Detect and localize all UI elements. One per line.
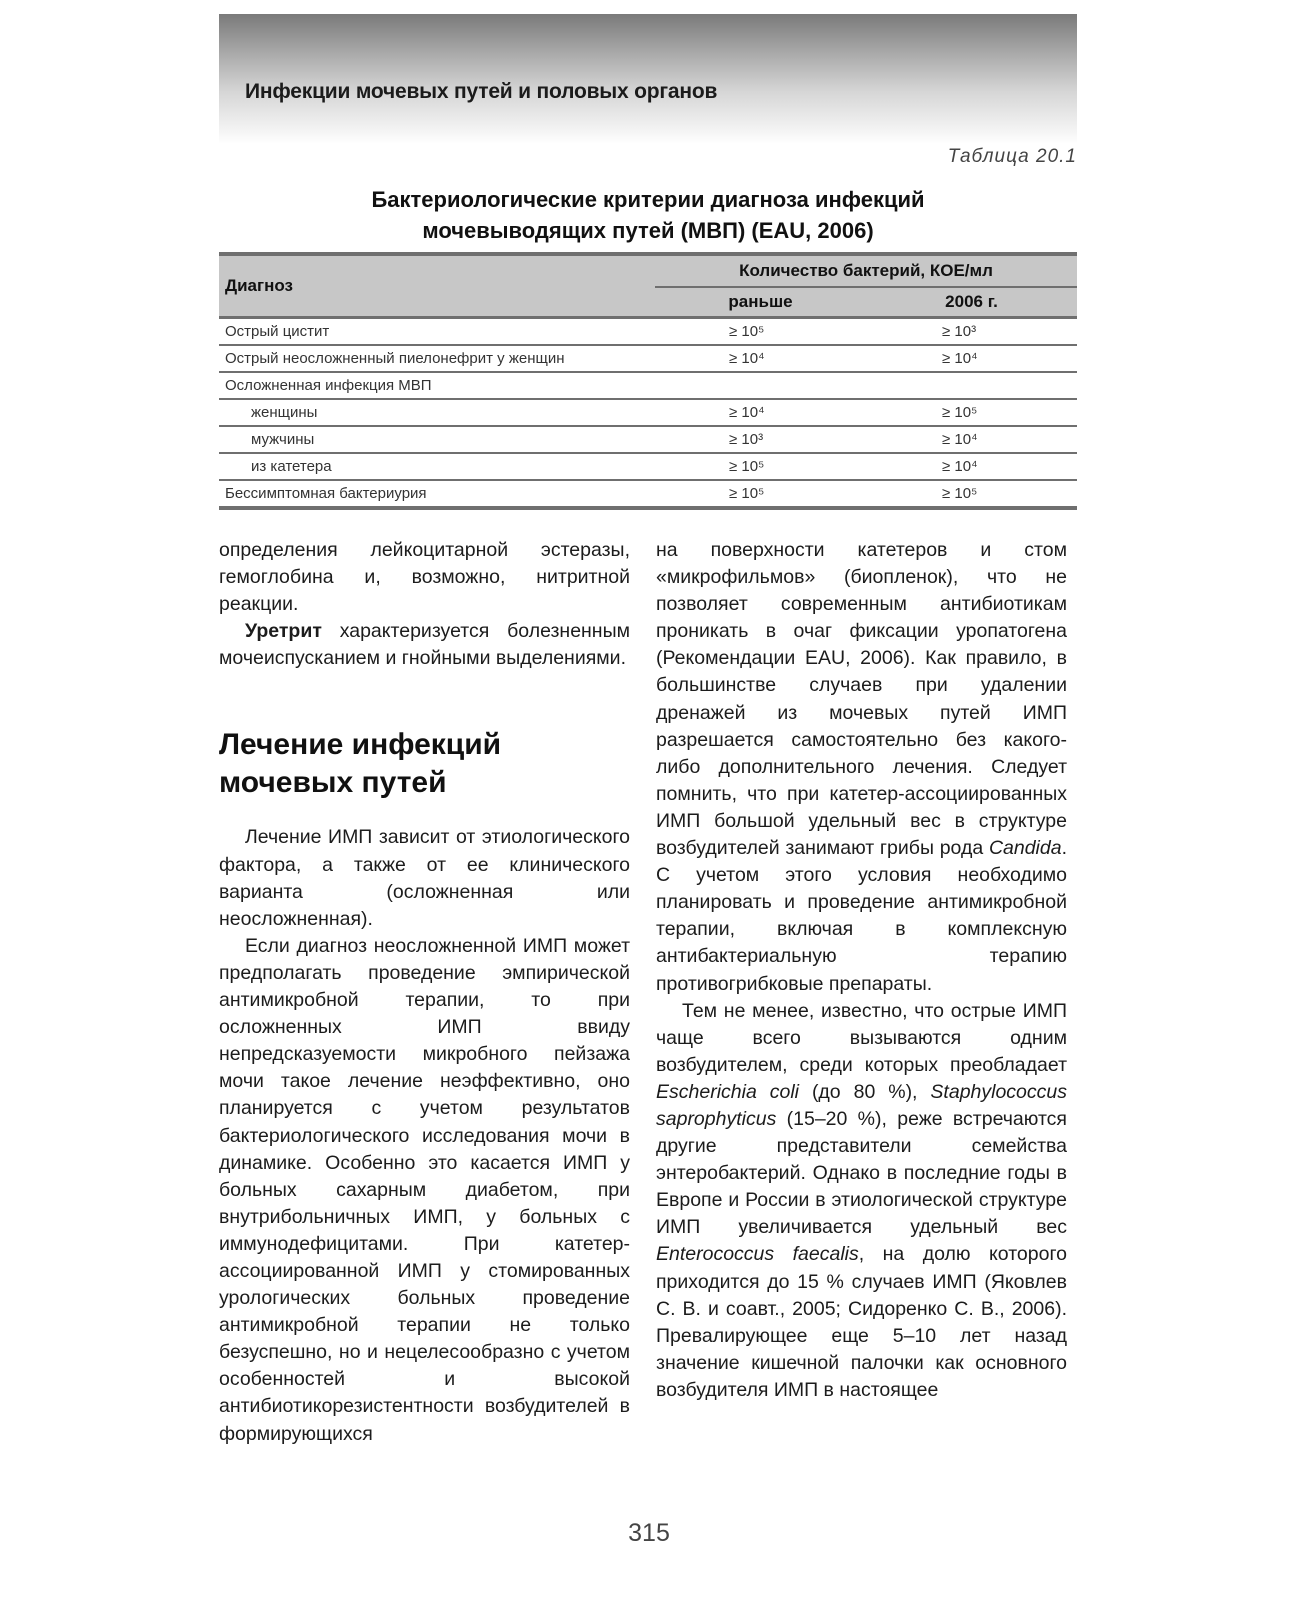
table-caption [219, 184, 1077, 246]
row-diagnosis: из катетера [219, 453, 655, 480]
section-title: Лечение инфекций мочевых путей [219, 728, 502, 800]
paragraph-text: . С учетом этого условия необходимо планировать и проведение антимикробной терапии, включая в комплексную антибактериальную терапию противогрибковые препараты. [656, 837, 1067, 995]
row-2006: ≥ 10⁵ [866, 399, 1077, 426]
header-diagnosis: Диагноз [219, 254, 655, 318]
header-2006: 2006 г. [866, 287, 1077, 318]
paragraph-text: , на долю которого приходится до 15 % случаев ИМП (Яковлев С. В. и соавт., 2005; Сидоренко С. В., 2006). Превалирующее еще 5–10 лет назад значение кишечной палочки как основного возбудителя ИМП в настоящее [656, 1243, 1067, 1401]
row-2006: ≥ 10⁴ [866, 426, 1077, 453]
paragraph-text: (до 80 %), [799, 1080, 931, 1103]
row-diagnosis: мужчины [219, 426, 655, 453]
paragraph: Лечение ИМП зависит от этиологического фактора, а также от ее клинического варианта (осложненная или неосложненная). [219, 826, 630, 930]
table-label: Таблица 20.1 [947, 146, 1077, 167]
row-diagnosis: Острый цистит [219, 318, 655, 346]
paragraph-urethritis [219, 618, 630, 672]
criteria-table [219, 252, 1077, 510]
table-row [219, 480, 1077, 508]
paragraph [656, 998, 1067, 1404]
species-name: Enterococcus faecalis [656, 1243, 859, 1266]
paragraph [656, 537, 1067, 998]
paragraph-text: (15–20 %), реже встречаются другие представители семейства энтеробактерий. Однако в последние годы в Европе и России в этиологической структуре ИМП увеличивается удельный вес [656, 1107, 1067, 1239]
paragraph: определения лейкоцитарной эстеразы, гемоглобина и, возможно, нитритной реакции. [219, 539, 630, 616]
species-name: Candida [988, 837, 1062, 860]
table-caption-line-2: мочевыводящих путей (МВП) (EAU, 2006) [422, 218, 874, 243]
row-2006 [866, 372, 1077, 399]
species-name: Staphylococcus saprophyticus [656, 1080, 1067, 1130]
row-before [655, 372, 866, 399]
paragraph-text: Тем не менее, известно, что острые ИМП чаще всего вызываются одним возбудителем, среди которых преобладает [656, 999, 1067, 1076]
row-before: ≥ 10⁴ [655, 399, 866, 426]
row-diagnosis: Бессимптомная бактериурия [219, 480, 655, 508]
row-before: ≥ 10⁴ [655, 345, 866, 372]
table-row [219, 318, 1077, 346]
right-column [656, 537, 1067, 1404]
table-row [219, 345, 1077, 372]
header-bacteria-count: Количество бактерий, КОЕ/мл [655, 254, 1077, 287]
paragraph-text: на поверхности катетеров и стом «микрофильмов» (биопленок), что не позволяет современным антибиотикам проникать в очаг фиксации уропатогена (Рекомендации EAU, 2006). Как правило, в большинстве случаев при удалении дренажей из мочевых путей ИМП разрешается самостоятельно без какого-либо дополнительного лечения. Следует помнить, что при катетер-ассоциированных ИМП большой удельный вес в структуре возбудителей занимают грибы рода [656, 539, 1067, 860]
species-name: Escherichia coli [656, 1080, 799, 1103]
page-number: 315 [628, 1519, 670, 1547]
row-before: ≥ 10⁵ [655, 480, 866, 508]
row-2006: ≥ 10⁴ [866, 453, 1077, 480]
table-row [219, 372, 1077, 399]
paragraph: Если диагноз неосложненной ИМП может предполагать проведение эмпирической антимикробной терапии, то при осложненных ИМП ввиду непредсказуемости микробного пейзажа мочи такое лечение неэффективно, оно планируется с учетом результатов бактериологического исследования мочи в динамике. Особенно это касается ИМП у больных сахарным диабетом, при внутрибольничных ИМП, у больных с иммунодефицитами. При катетер-ассоциированной ИМП у стомированных урологических больных проведение антимикробной терапии не только безуспешно, но и нецелесообразно с учетом особенностей и высокой антибиотикорезистентности возбудителей в формирующихся [219, 934, 630, 1445]
row-before: ≥ 10⁵ [655, 318, 866, 346]
row-before: ≥ 10³ [655, 426, 866, 453]
table-caption-line-1: Бактериологические критерии диагноза инфекций [371, 187, 925, 212]
row-before: ≥ 10⁵ [655, 453, 866, 480]
paragraph-text: характеризуется болезненным мочеиспусканием и гнойными выделениями. [219, 620, 630, 670]
row-2006: ≥ 10⁵ [866, 480, 1077, 508]
row-2006: ≥ 10⁴ [866, 345, 1077, 372]
left-column [219, 537, 630, 1448]
term-urethritis: Уретрит [245, 620, 322, 643]
row-diagnosis: Острый неосложненный пиелонефрит у женщин [219, 345, 655, 372]
table-row [219, 399, 1077, 426]
row-diagnosis: женщины [219, 399, 655, 426]
header-before: раньше [655, 287, 866, 318]
table-row [219, 426, 1077, 453]
table-row [219, 453, 1077, 480]
row-2006: ≥ 10³ [866, 318, 1077, 346]
header-band [219, 14, 1077, 144]
running-head: Инфекции мочевых путей и половых органов [245, 80, 718, 103]
row-diagnosis: Осложненная инфекция МВП [219, 372, 655, 399]
